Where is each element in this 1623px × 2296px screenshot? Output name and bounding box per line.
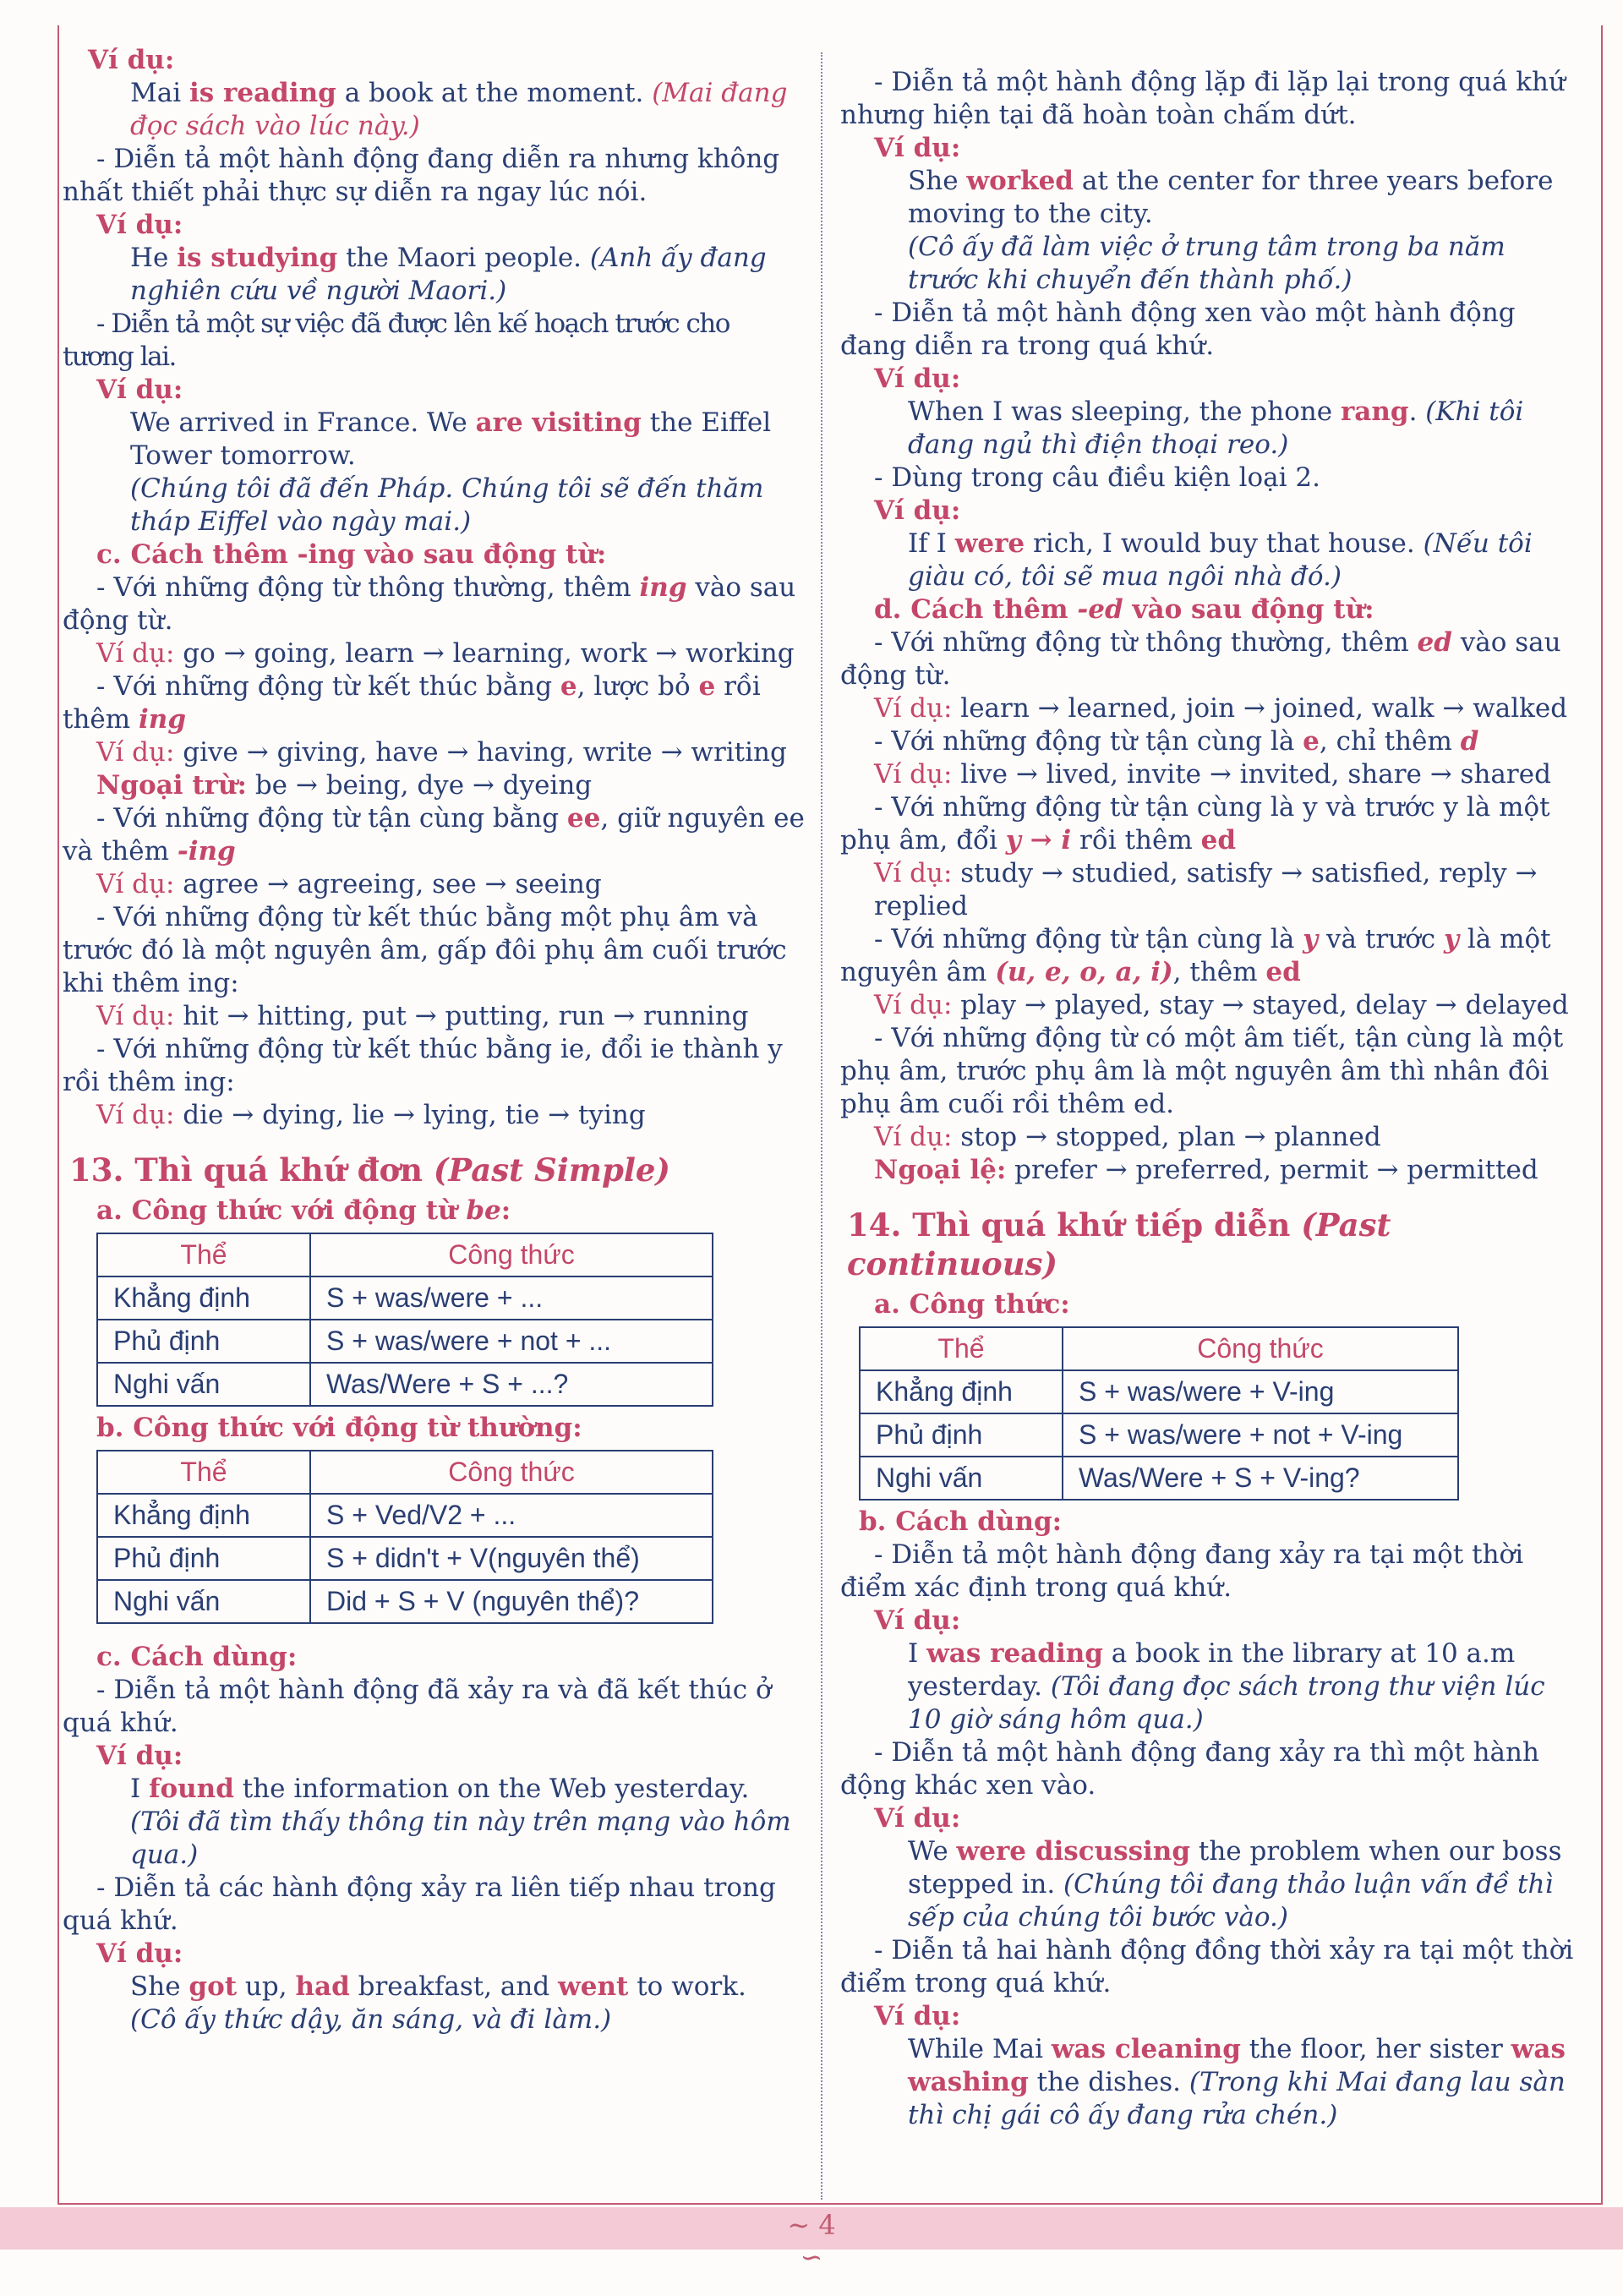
rule-text: - Với những động từ tận cùng là e, chỉ thêm d bbox=[874, 726, 1479, 757]
example-text: I was reading a book in the library at 10 a.m yesterday. (Tôi đang đọc sách trong thư viện lúc 10 giờ sáng hôm qua.) bbox=[908, 1638, 1545, 1735]
example-label: Ví dụ: bbox=[874, 2001, 961, 2031]
example-text: She worked at the center for three years before moving to the city. bbox=[908, 166, 1554, 229]
rule-text: - Với những động từ kết thúc bằng ie, đổi ie thành y rồi thêm ing: bbox=[63, 1034, 783, 1097]
formula-table-past-continuous: Thể Công thức Khẳng định S + was/were + V-ing Phủ định S + was/were + not + V-ing Nghi vấn Was/Were + S + V-ing? bbox=[859, 1326, 1459, 1501]
example-label: Ví dụ: bbox=[96, 1938, 183, 1969]
subsection-heading: c. Cách dùng: bbox=[96, 1642, 298, 1672]
usage-bullet: - Diễn tả một sự việc đã được lên kế hoạch trước cho tương lai. bbox=[63, 309, 730, 372]
rule-text: - Với những động từ thông thường, thêm ing vào sau động từ. bbox=[63, 572, 796, 636]
ornament-left-icon: ∼ bbox=[787, 2209, 811, 2241]
page-number: ∼ 4 ∽ bbox=[787, 2209, 836, 2273]
formula-table-be: Thể Công thức Khẳng định S + was/were + ... Phủ định S + was/were + not + ... Nghi vấn Was/Were + S + ...? bbox=[96, 1233, 713, 1407]
right-column bbox=[840, 66, 1581, 2132]
example-label: Ví dụ: bbox=[874, 1605, 961, 1636]
example-text: We were discussing the problem when our boss stepped in. (Chúng tôi đang thảo luận vấn đề thì sếp của chúng tôi bước vào.) bbox=[908, 1836, 1562, 1932]
example-translation: (Tôi đã tìm thấy thông tin này trên mạng vào hôm qua.) bbox=[130, 1807, 791, 1870]
subsection-heading: d. Cách thêm -ed vào sau động từ: bbox=[874, 594, 1374, 625]
example-text: If I were rich, I would buy that house. (Nếu tôi giàu có, tôi sẽ mua ngôi nhà đó.) bbox=[908, 528, 1533, 592]
example-label: Ví dụ: bbox=[96, 374, 183, 405]
rule-example: Ví dụ: agree → agreeing, see → seeing bbox=[96, 869, 602, 899]
example-translation: (Chúng tôi đã đến Pháp. Chúng tôi sẽ đến thăm tháp Eiffel vào ngày mai.) bbox=[130, 473, 764, 537]
rule-example: Ví dụ: go → going, learn → learning, work → working bbox=[96, 638, 795, 669]
rule-text: - Với những động từ kết thúc bằng một phụ âm và trước đó là một nguyên âm, gấp đôi phụ âm cuối trước khi thêm ing: bbox=[63, 902, 787, 998]
usage-bullet: - Diễn tả một hành động đã xảy ra và đã kết thúc ở quá khứ. bbox=[63, 1675, 772, 1738]
rule-example: Ví dụ: hit → hitting, put → putting, run → running bbox=[96, 1001, 749, 1031]
ornament-right-icon: ∽ bbox=[800, 2241, 823, 2273]
example-label: Ví dụ: bbox=[88, 45, 175, 75]
usage-bullet: - Diễn tả một hành động xen vào một hành động đang diễn ra trong quá khứ. bbox=[840, 298, 1516, 361]
subsection-heading: a. Công thức: bbox=[874, 1289, 1070, 1320]
usage-bullet: - Diễn tả một hành động đang diễn ra nhưng không nhất thiết phải thực sự diễn ra ngay lúc nói. bbox=[63, 144, 780, 207]
rule-example: Ví dụ: learn → learned, join → joined, walk → walked bbox=[874, 693, 1568, 724]
rule-example: Ví dụ: die → dying, lie → lying, tie → tying bbox=[96, 1100, 646, 1130]
example-label: Ví dụ: bbox=[874, 495, 961, 526]
section-title-13: 13. Thì quá khứ đơn (Past Simple) bbox=[69, 1151, 670, 1189]
rule-text: - Với những động từ kết thúc bằng e, lược bỏ e rồi thêm ing bbox=[63, 671, 761, 735]
subsection-heading: a. Công thức với động từ be: bbox=[96, 1195, 511, 1226]
rule-example: Ví dụ: stop → stopped, plan → planned bbox=[874, 1122, 1381, 1152]
rule-example: Ví dụ: play → played, stay → stayed, delay → delayed bbox=[874, 990, 1569, 1020]
rule-example: Ví dụ: study → studied, satisfy → satisfied, reply → replied bbox=[874, 858, 1538, 921]
example-label: Ví dụ: bbox=[874, 133, 961, 163]
subsection-heading: c. Cách thêm -ing vào sau động từ: bbox=[96, 539, 607, 570]
example-label: Ví dụ: bbox=[96, 210, 183, 240]
formula-table-regular: Thể Công thức Khẳng định S + Ved/V2 + ... Phủ định S + didn't + V(nguyên thể) Nghi vấn Did + S + V (nguyên thể)? bbox=[96, 1450, 713, 1624]
rule-exception: Ngoại trừ: be → being, dye → dyeing bbox=[96, 770, 593, 801]
example-label: Ví dụ: bbox=[874, 1803, 961, 1834]
rule-text: - Với những động từ tận cùng bằng ee, giữ nguyên ee và thêm -ing bbox=[63, 803, 805, 866]
rule-text: - Với những động từ thông thường, thêm ed vào sau động từ. bbox=[840, 627, 1561, 691]
rule-text: - Với những động từ có một âm tiết, tận cùng là một phụ âm, trước phụ âm là một nguyên âm thì nhân đôi phụ âm cuối rồi thêm ed. bbox=[840, 1023, 1564, 1119]
example-text: He is studying the Maori people. (Anh ấy đang bbox=[130, 243, 767, 273]
example-text: When I was sleeping, the phone rang. (Khi tôi đang ngủ thì điện thoại reo.) bbox=[908, 396, 1524, 460]
example-text: Mai is reading a book at the moment. (Mai đang bbox=[130, 78, 788, 108]
example-translation: đọc sách vào lúc này.) bbox=[130, 111, 420, 141]
example-text: While Mai was cleaning the floor, her sister was washing the dishes. (Trong khi Mai đang lau sàn thì chị gái cô ấy đang rửa chén.) bbox=[908, 2034, 1566, 2130]
rule-text: - Với những động từ tận cùng là y và trước y là một phụ âm, đổi y → i rồi thêm ed bbox=[840, 792, 1550, 856]
example-translation: nghiên cứu về người Maori.) bbox=[130, 276, 507, 306]
example-text: She got up, had breakfast, and went to work. bbox=[130, 1971, 746, 2002]
section-title-14: 14. Thì quá khứ tiếp diễn (Past continuous) bbox=[847, 1206, 1391, 1282]
example-label: Ví dụ: bbox=[96, 1741, 183, 1771]
example-text: I found the information on the Web yesterday. bbox=[130, 1774, 750, 1804]
column-divider bbox=[821, 52, 822, 2200]
subsection-heading: b. Công thức với động từ thường: bbox=[96, 1413, 582, 1443]
example-translation: (Cô ấy đã làm việc ở trung tâm trong ba năm trước khi chuyển đến thành phố.) bbox=[908, 232, 1506, 295]
usage-bullet: - Diễn tả một hành động lặp đi lặp lại trong quá khứ nhưng hiện tại đã hoàn toàn chấm dứt. bbox=[840, 67, 1566, 130]
usage-bullet: - Dùng trong câu điều kiện loại 2. bbox=[874, 462, 1320, 493]
rule-exception: Ngoại lệ: prefer → preferred, permit → permitted bbox=[874, 1155, 1538, 1185]
example-label: Ví dụ: bbox=[874, 364, 961, 394]
usage-bullet: - Diễn tả một hành động đang xảy ra tại một thời điểm xác định trong quá khứ. bbox=[840, 1539, 1524, 1603]
example-text: We arrived in France. We are visiting the Eiffel Tower tomorrow. bbox=[130, 407, 772, 471]
left-column bbox=[63, 44, 806, 2036]
rule-text: - Với những động từ tận cùng là y và trước y là một nguyên âm (u, e, o, a, i), thêm ed bbox=[840, 924, 1551, 987]
rule-example: Ví dụ: give → giving, have → having, write → writing bbox=[96, 737, 787, 768]
usage-bullet: - Diễn tả một hành động đang xảy ra thì một hành động khác xen vào. bbox=[840, 1737, 1539, 1801]
usage-bullet: - Diễn tả các hành động xảy ra liên tiếp nhau trong quá khứ. bbox=[63, 1872, 776, 1936]
example-translation: (Cô ấy thức dậy, ăn sáng, và đi làm.) bbox=[130, 2004, 612, 2035]
usage-bullet: - Diễn tả hai hành động đồng thời xảy ra tại một thời điểm trong quá khứ. bbox=[840, 1935, 1574, 1998]
rule-example: Ví dụ: live → lived, invite → invited, share → shared bbox=[874, 759, 1551, 790]
subsection-heading: b. Cách dùng: bbox=[859, 1506, 1063, 1537]
